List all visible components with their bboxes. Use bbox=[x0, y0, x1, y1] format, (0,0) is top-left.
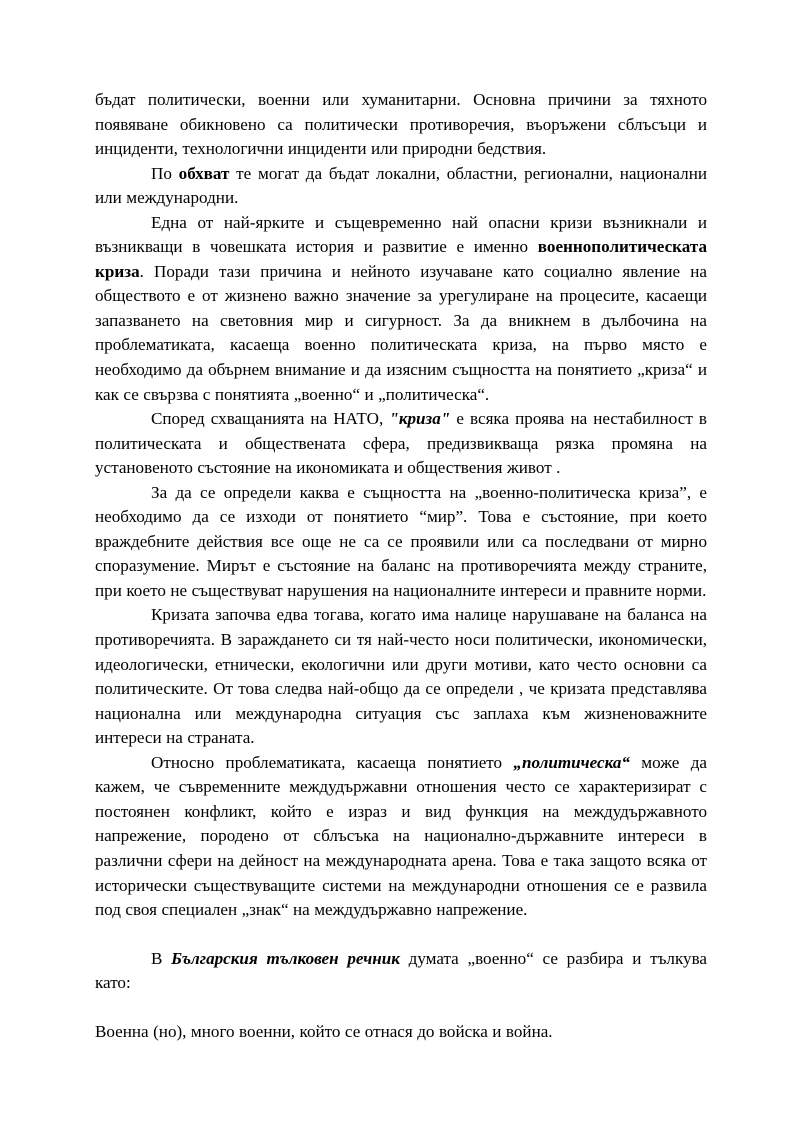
paragraph-run-text: За да се определи каква е същността на „военно-политическа криза”, е необходимо да се изходи от понятието “мир”. Това е състояние, при което враждебните действия все още не са се проявили или са последвани от мирно споразумение. Мирът е състояние на баланс на противоречията между страните, при което не съществуват нарушения на националните интереси и правните норми. bbox=[95, 482, 707, 600]
paragraph-run-text: Кризата започва едва тогава, когато има налице нарушаване на баланса на противоречията. В зараждането си тя най-често носи политически, икономически, идеологически, етнически, екологични или други мотиви, като често основни са политическите. От това следва най-общо да се определи , че кризата представлява национална или международна ситуация със заплаха към жизненоважните интереси на страната. bbox=[95, 605, 707, 748]
emphasis-bulgarian-dictionary-title: Българския тълковен речник bbox=[171, 948, 400, 968]
emphasis-politicheska-quoted: „политическа“ bbox=[513, 752, 630, 772]
paragraph-run-text: По bbox=[151, 163, 179, 183]
document-text-column bbox=[95, 88, 707, 1044]
emphasis-voennopoliticheska-kriza: военнополитическата криза bbox=[95, 237, 707, 281]
paragraph-run-text: може да кажем, че съвременните междудържавни отношения често се характеризират с постоянен конфликт, който е израз и вид функция на междудържавното напрежение, породено от сблъсъка на национално-държавните интереси в различни сфери на дейност на международната арена. Това е така защото всяка от исторически съществуващите системи на международни отношения се е развила под своя специален „знак“ на междудържавно напрежение. bbox=[95, 752, 707, 920]
paragraph-nato-definition bbox=[95, 407, 707, 481]
paragraph-political-concept bbox=[95, 751, 707, 923]
paragraph-dictionary-reference bbox=[95, 947, 707, 996]
paragraph-run-text: В bbox=[151, 948, 172, 968]
paragraph-run-text: бъдат политически, военни или хуманитарни. Основна причини за тяхното появяване обикновено са политически противоречия, въоръжени сблъсъци и инциденти, технологични инциденти или природни бедствия. bbox=[95, 90, 707, 159]
paragraph-run-text: те могат да бъдат локални, областни, регионални, национални или международни. bbox=[95, 163, 707, 208]
paragraph-crisis-onset bbox=[95, 603, 707, 750]
paragraph-continuation bbox=[95, 88, 707, 162]
paragraph-run-text: е всяка проява на нестабилност в политическата и обществената сфера, предизвикваща рязка промяна на установеното състояние на икономиката и обществения живот . bbox=[95, 409, 707, 478]
paragraph-run-text: Според схващанията на НАТО, bbox=[151, 409, 390, 429]
paragraph-run-text: . Поради тази причина и нейното изучаване като социално явление на обществото е от жизнено важно значение за урегулиране на процесите, касаещи запазването на световния мир и сигурност. За да вникнем в дълбочина на проблематиката, касаеща военно политическата криза, на първо място е необходимо да обърнем внимание и да изясним същността на понятието „криза“ и как се свързва с понятията „военно“ и „политическа“. bbox=[95, 261, 707, 404]
paragraph-spacer bbox=[95, 996, 707, 1020]
paragraph-spacer bbox=[95, 923, 707, 947]
paragraph-run-text: думата „военно“ се разбира и тълкува като: bbox=[95, 948, 708, 993]
paragraph-run-text: Една от най-ярките и същевременно най опасни кризи възникнали и възникващи в човешката история и развитие е именно bbox=[95, 212, 707, 257]
paragraph-obhvat bbox=[95, 162, 707, 211]
paragraph-dictionary-definition bbox=[95, 1020, 707, 1045]
paragraph-run-text: Относно проблематиката, касаеща понятието bbox=[151, 752, 514, 772]
paragraph-military-political-crisis bbox=[95, 211, 707, 407]
emphasis-kriza-quoted: "криза" bbox=[389, 409, 451, 429]
paragraph-run-text: Военна (но), много военни, който се отнася до войска и война. bbox=[95, 1021, 553, 1041]
paragraph-peace-definition bbox=[95, 481, 707, 604]
emphasis-obhvat: обхват bbox=[178, 163, 230, 183]
